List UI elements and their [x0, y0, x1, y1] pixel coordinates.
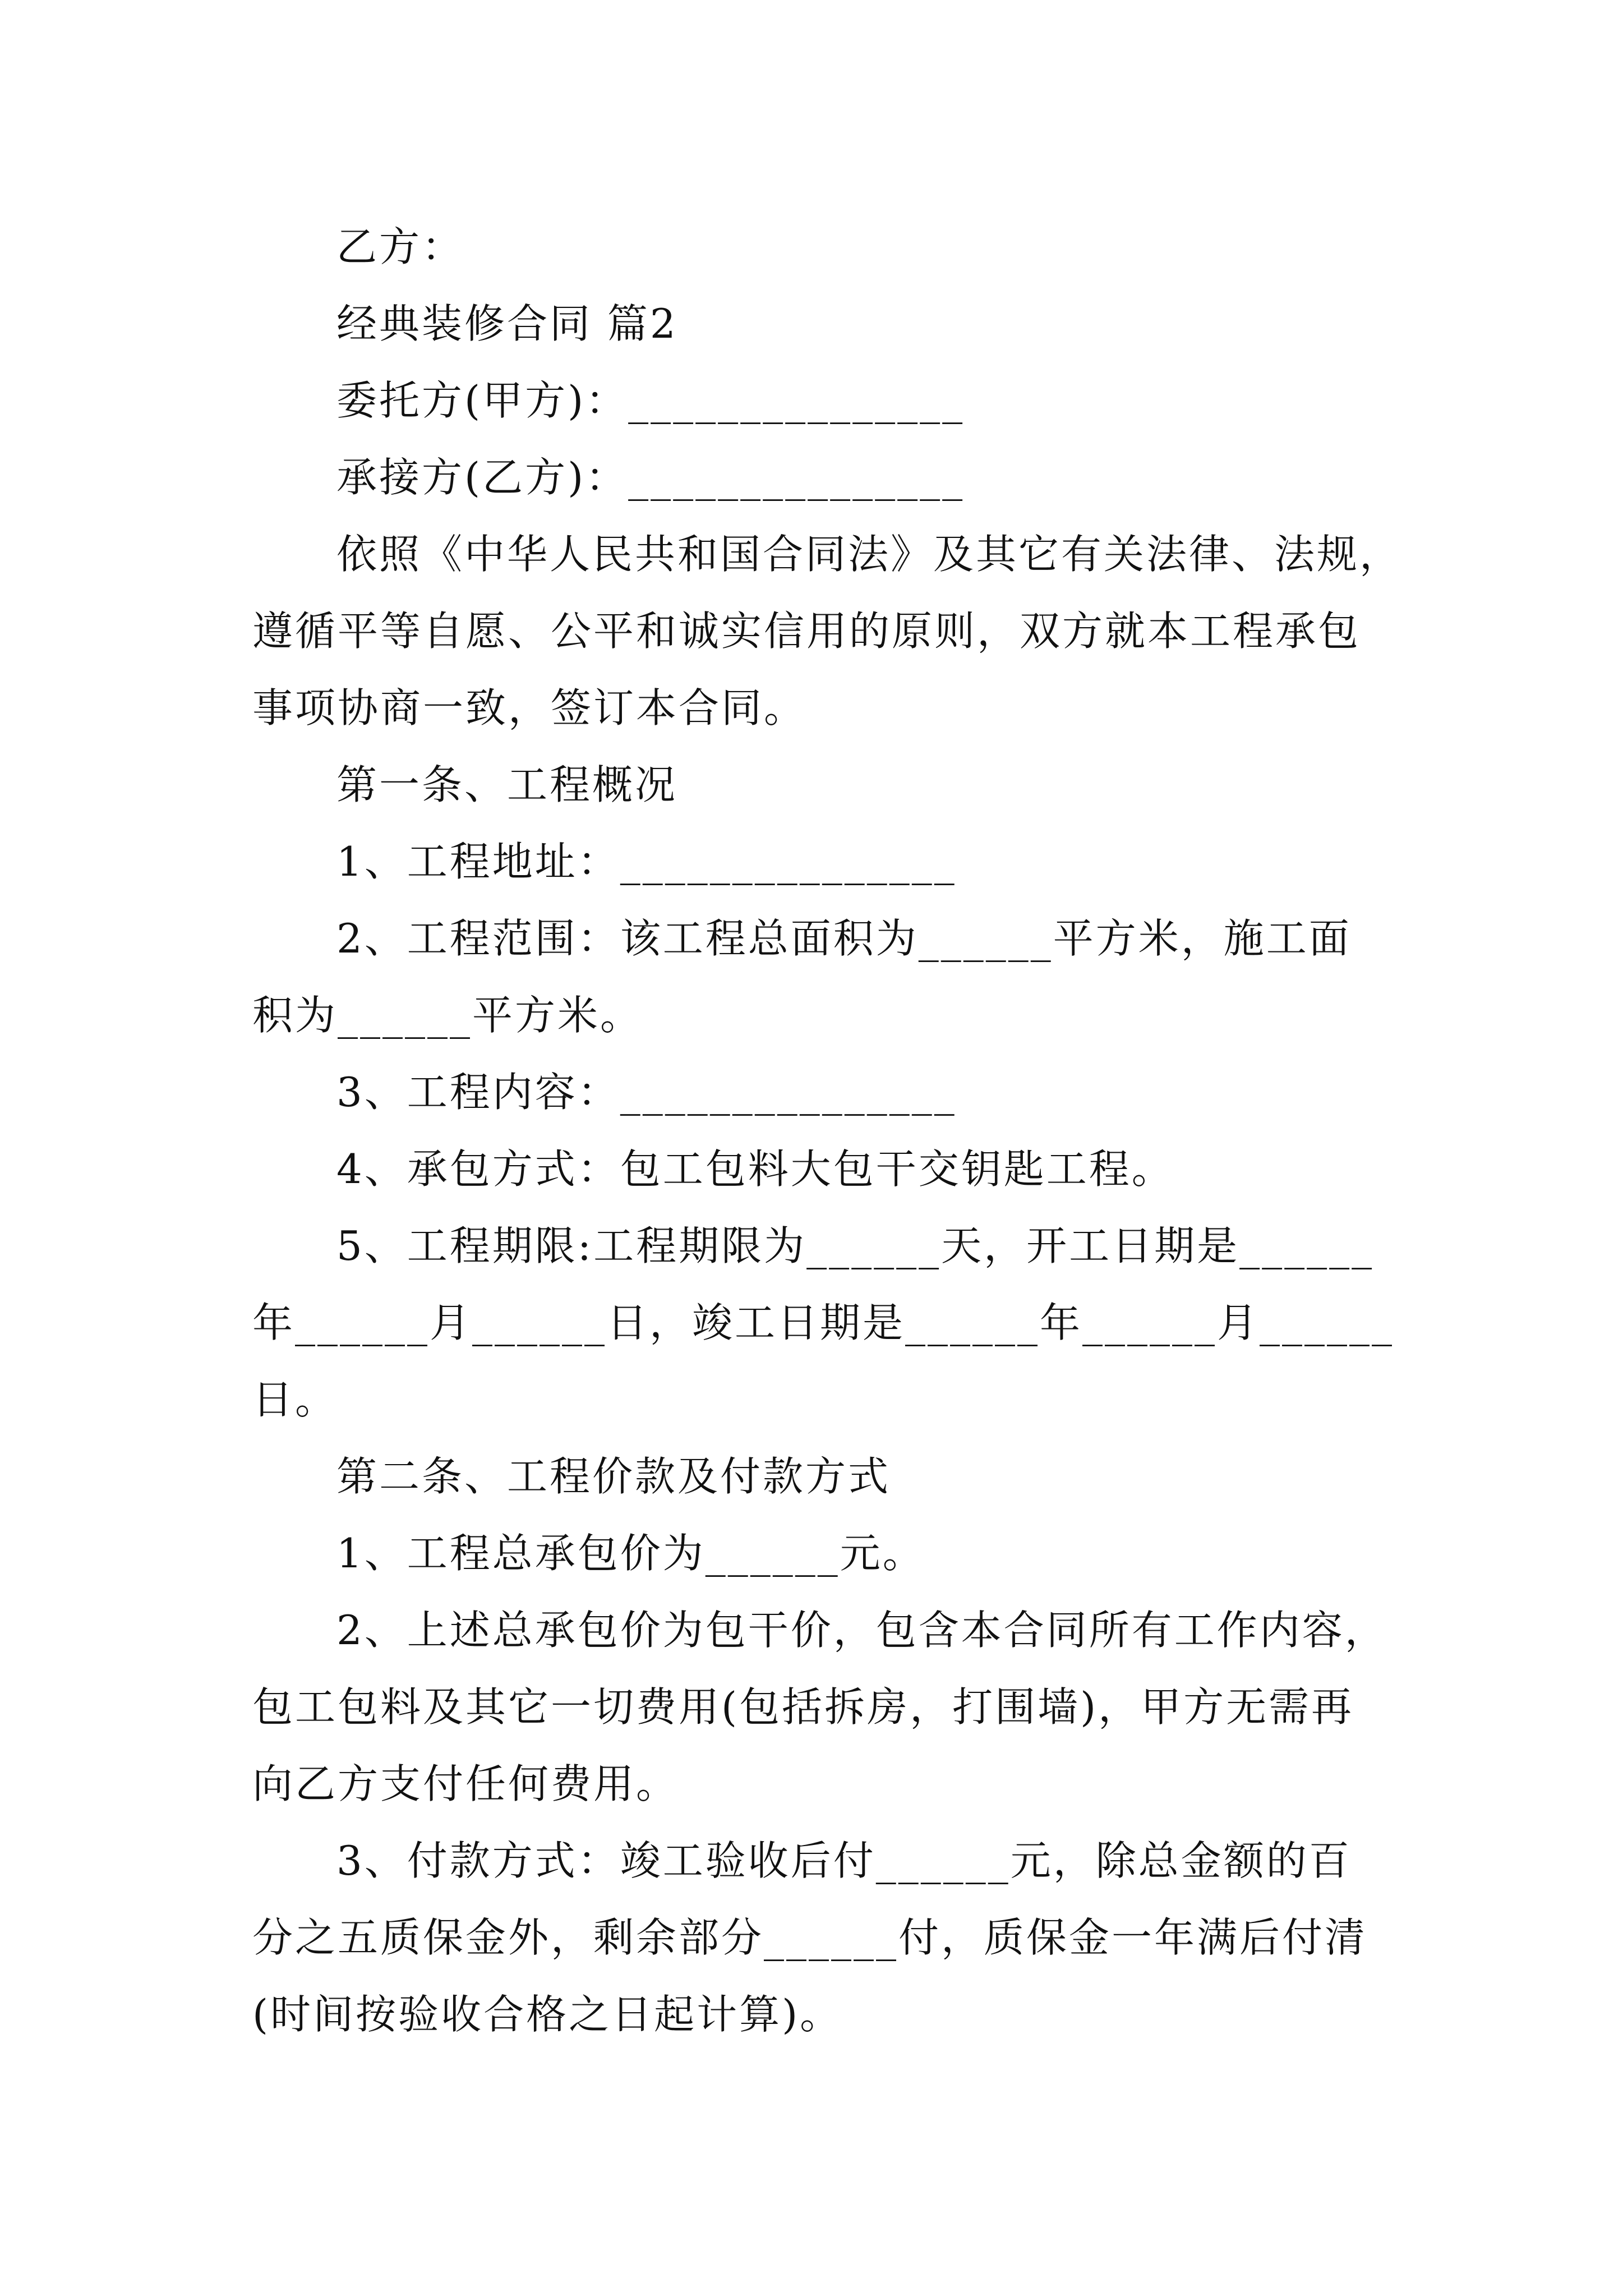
section-title: 经典装修合同 篇2: [336, 300, 678, 347]
total-price-line: 1、工程总承包价为______元。: [336, 1530, 925, 1577]
preamble-line-1: 依照《中华人民共和国合同法》及其它有关法律、法规，: [336, 531, 1403, 578]
contractor-party-line: 承接方(乙方)：_______________: [336, 454, 965, 501]
payment-method-line-1: 3、付款方式：竣工验收后付______元，除总金额的百: [336, 1837, 1352, 1884]
article-1-heading: 第一条、工程概况: [336, 761, 678, 808]
payment-method-line-2: 分之五质保金外，剩余部分______付，质保金一年满后付清: [252, 1914, 1368, 1961]
lump-sum-line-1: 2、上述总承包价为包干价，包含本合同所有工作内容，: [336, 1607, 1387, 1654]
project-period-line-2: 年______月______日，竣工日期是______年______月______: [252, 1299, 1395, 1346]
project-scope-line-1: 2、工程范围：该工程总面积为______平方米，施工面: [336, 915, 1352, 962]
project-period-line-1: 5、工程期限:工程期限为______天，开工日期是______: [336, 1222, 1375, 1269]
project-address-line: 1、工程地址：_______________: [336, 838, 957, 885]
party-b-signature-label: 乙方：: [336, 223, 465, 270]
preamble-line-3: 事项协商一致，签订本合同。: [252, 684, 807, 731]
project-content-line: 3、工程内容：_______________: [336, 1069, 957, 1116]
project-scope-line-2: 积为______平方米。: [252, 992, 643, 1039]
article-2-heading: 第二条、工程价款及付款方式: [336, 1453, 891, 1500]
payment-method-line-3: (时间按验收合格之日起计算)。: [252, 1991, 843, 2038]
project-period-line-3: 日。: [252, 1376, 338, 1423]
lump-sum-line-2: 包工包料及其它一切费用(包括拆房，打围墙)，甲方无需再: [252, 1683, 1354, 1731]
client-party-line: 委托方(甲方)：_______________: [336, 377, 965, 424]
lump-sum-line-3: 向乙方支付任何费用。: [252, 1760, 679, 1807]
preamble-line-2: 遵循平等自愿、公平和诚实信用的原则，双方就本工程承包: [252, 608, 1361, 655]
contract-method-line: 4、承包方式：包工包料大包干交钥匙工程。: [336, 1145, 1174, 1193]
